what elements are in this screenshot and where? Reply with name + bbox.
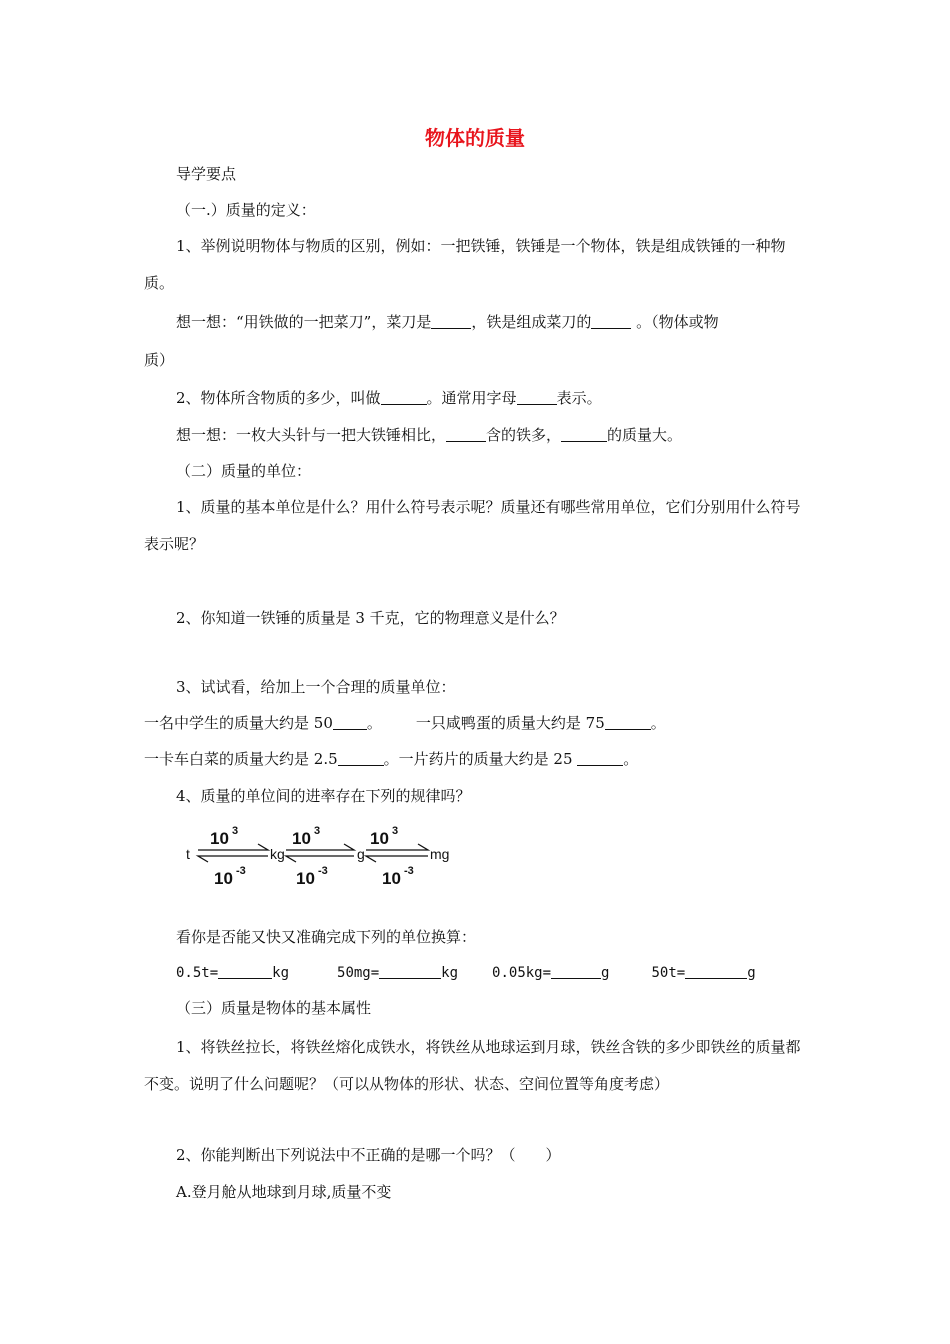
conversion-instruction: 看你是否能又快又准确完成下列的单位换算： bbox=[176, 928, 477, 946]
arrow-right-1 bbox=[198, 844, 268, 850]
ratio-down-2: 10 bbox=[296, 869, 315, 888]
q2-part-c: 表示。 bbox=[556, 389, 602, 407]
fill-1-part-c: 一只咸鸭蛋的质量大约是 75 bbox=[415, 714, 605, 732]
ratio-up-exp-1: 3 bbox=[232, 825, 239, 837]
conversion-3: 0.05kg= g bbox=[492, 965, 610, 981]
fill-1-part-a: 一名中学生的质量大约是 50 bbox=[144, 714, 333, 732]
conversion-row bbox=[176, 962, 756, 984]
q2-part-b: 。通常用字母 bbox=[426, 389, 517, 407]
fill-line-1 bbox=[144, 712, 666, 734]
unit-g: g bbox=[357, 846, 365, 862]
fill-2-part-b: 。一片药片的质量大约是 25 bbox=[383, 750, 578, 768]
section-2-question-1: 1、质量的基本单位是什么？用什么符号表示呢？质量还有哪些常用单位，它们分别用什么符号表示呢？ bbox=[144, 498, 801, 553]
blank-cabbage-unit[interactable] bbox=[338, 750, 384, 766]
ratio-up-2: 10 bbox=[292, 829, 311, 848]
option-a: A.登月舱从地球到月球,质量不变 bbox=[176, 1183, 392, 1201]
section-2-question-4: 4、质量的单位间的进率存在下列的规律吗？ bbox=[176, 787, 471, 805]
blank-greater-mass[interactable] bbox=[561, 426, 607, 442]
blank-object[interactable] bbox=[431, 313, 471, 329]
section-2-question-2: 2、你知道一铁锤的质量是 3 千克，它的物理意义是什么？ bbox=[176, 609, 565, 627]
blank-mass-term[interactable] bbox=[381, 389, 427, 405]
blank-egg-unit[interactable] bbox=[605, 714, 651, 730]
ratio-down-1: 10 bbox=[214, 869, 233, 888]
q2-part-a: 2、物体所含物质的多少，叫做 bbox=[176, 389, 381, 407]
section-3-title: （三）质量是物体的基本属性 bbox=[176, 999, 372, 1017]
arrow-left-1 bbox=[198, 856, 268, 862]
blank-mass-symbol[interactable] bbox=[517, 389, 557, 405]
think-2 bbox=[176, 424, 682, 446]
ratio-down-3: 10 bbox=[382, 869, 401, 888]
section-2-question-3: 3、试试看，给加上一个合理的质量单位： bbox=[176, 678, 456, 696]
unit-t: t bbox=[186, 846, 190, 862]
ratio-up-1: 10 bbox=[210, 829, 229, 848]
unit-ratio-diagram bbox=[184, 820, 464, 892]
section-1-title: （一.）质量的定义： bbox=[176, 201, 316, 219]
blank-conversion-2[interactable] bbox=[379, 963, 441, 979]
ratio-up-exp-2: 3 bbox=[314, 825, 321, 837]
blank-substance[interactable] bbox=[591, 313, 631, 329]
think-1-part-c: 。（物体或物 bbox=[631, 313, 719, 331]
page-title: 物体的质量 bbox=[425, 126, 525, 150]
fill-1-part-b: 。 bbox=[366, 714, 382, 732]
fill-2-part-a: 一卡车白菜的质量大约是 2.5 bbox=[144, 750, 338, 768]
think-1-part-b: ，铁是组成菜刀的 bbox=[471, 313, 592, 331]
fill-line-2 bbox=[144, 748, 638, 770]
blank-conversion-3[interactable] bbox=[551, 963, 601, 979]
section-2-title: （二）质量的单位： bbox=[176, 462, 312, 480]
section-1-question-2 bbox=[176, 387, 602, 409]
think-1-continued: 质） bbox=[144, 351, 175, 369]
conversion-2: 50mg= kg bbox=[337, 965, 459, 981]
blank-student-unit[interactable] bbox=[333, 714, 367, 730]
think-2-part-c: 的质量大。 bbox=[607, 426, 683, 444]
ratio-down-exp-1: -3 bbox=[236, 865, 246, 877]
conversion-4: 50t= g bbox=[651, 965, 756, 981]
ratio-down-exp-3: -3 bbox=[404, 865, 414, 877]
blank-pill-unit[interactable] bbox=[577, 750, 623, 766]
section-3-question-2: 2、你能判断出下列说法中不正确的是哪一个吗？（ ） bbox=[176, 1146, 561, 1164]
unit-kg: kg bbox=[270, 846, 285, 862]
think-2-part-b: 含的铁多， bbox=[486, 426, 562, 444]
think-2-part-a: 想一想：一枚大头针与一把大铁锤相比， bbox=[176, 426, 447, 444]
section-1-question-1: 1、举例说明物体与物质的区别，例如：一把铁锤，铁锤是一个物体，铁是组成铁锤的一种物质。 bbox=[144, 237, 786, 292]
fill-2-part-c: 。 bbox=[623, 750, 639, 768]
arrow-left-3 bbox=[366, 856, 428, 862]
unit-mg: mg bbox=[430, 846, 450, 862]
think-1-part-a: 想一想：“用铁做的一把菜刀”，菜刀是 bbox=[176, 313, 432, 331]
section-heading: 导学要点 bbox=[176, 165, 237, 183]
blank-conversion-4[interactable] bbox=[685, 963, 747, 979]
ratio-up-exp-3: 3 bbox=[392, 825, 399, 837]
arrow-left-2 bbox=[286, 856, 354, 862]
section-3-question-1: 1、将铁丝拉长，将铁丝熔化成铁水，将铁丝从地球运到月球，铁丝含铁的多少即铁丝的质量都不变。说明了什么问题呢？（可以从物体的形状、状态、空间位置等角度考虑） bbox=[144, 1038, 801, 1093]
fill-1-part-d: 。 bbox=[650, 714, 666, 732]
blank-conversion-1[interactable] bbox=[218, 963, 272, 979]
think-1 bbox=[176, 311, 719, 333]
blank-more-iron[interactable] bbox=[446, 426, 486, 442]
conversion-1: 0.5t= kg bbox=[176, 965, 290, 981]
ratio-up-3: 10 bbox=[370, 829, 389, 848]
ratio-down-exp-2: -3 bbox=[318, 865, 328, 877]
